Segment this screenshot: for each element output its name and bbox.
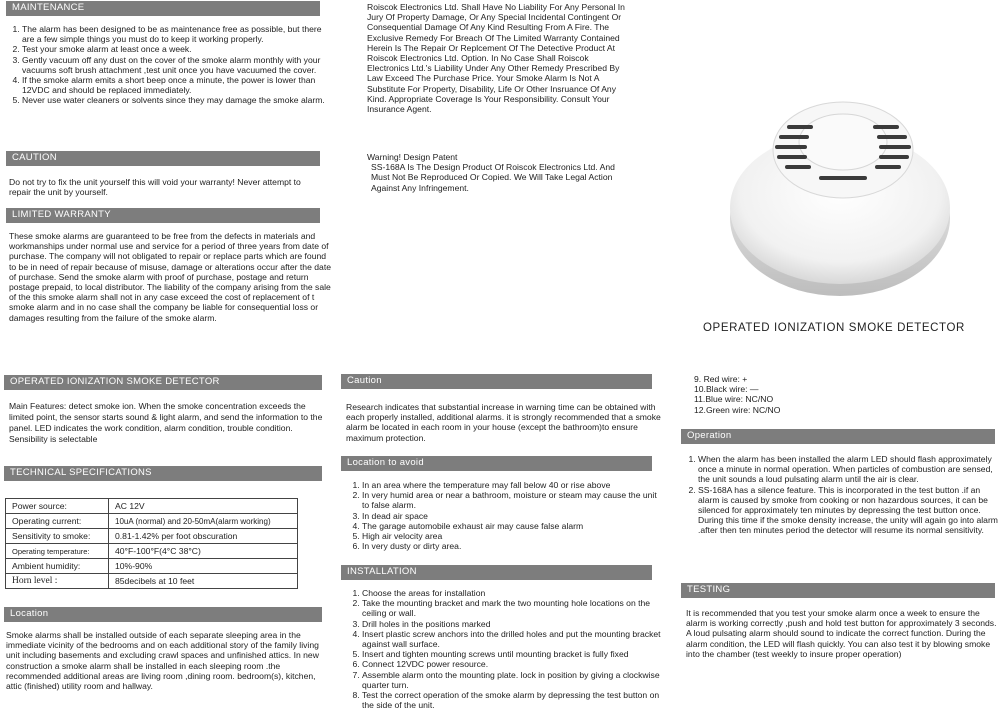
wire-number: 9. <box>694 374 702 384</box>
table-row <box>6 514 298 529</box>
product-caption: OPERATED IONIZATION SMOKE DETECTOR <box>703 322 965 334</box>
tech-specs-header: TECHNICAL SPECIFICATIONS <box>4 466 322 481</box>
wire-text: Red wire: + <box>703 374 748 384</box>
table-row <box>6 544 298 559</box>
list-item: 5. Never use water cleaners or solvents since they may damage the smoke alarm. <box>22 95 336 105</box>
operation-header: Operation <box>681 429 995 444</box>
wire-text: Green wire: NC/NO <box>705 404 781 415</box>
list-item: 6. Connect 12VDC power resource. <box>362 659 666 669</box>
spec-label: Power source: <box>6 499 109 514</box>
testing-text: It is recommended that you test your smoke alarm once a week to ensure the alarm is working correctly ,push and hold test button for approximately 3 seconds. A loud pulsating alarm should sound to indicate the correct function. During the alarm condition, the LED will flash quickly. You can also test it by blowing smoke into the chamber (test weekly to insure proper operation) <box>686 608 997 659</box>
list-item: 5. High air velocity area <box>362 531 664 541</box>
wire-text: Black wire: — <box>705 384 759 395</box>
spec-label: Operating current: <box>6 514 109 529</box>
list-item: 1. The alarm has been designed to be as maintenance free as possible, but there are a few simple things you must do to keep it working properly. <box>22 24 336 44</box>
list-item: 8. Test the correct operation of the smoke alarm by depressing the test button on the side of the unit. <box>362 690 666 710</box>
spec-value: 0.81-1.42% per foot obscuration <box>109 529 298 544</box>
maintenance-list <box>8 24 336 106</box>
list-item: 3. Drill holes in the positions marked <box>362 619 666 629</box>
operated-text: Main Features: detect smoke ion. When the smoke concentration exceeds the limited point, the sensor starts sound & light alarm, and send the information to the panel. LED indicates the work condition, alarm condition, trouble condition. Sensibility is selectable <box>9 401 323 444</box>
location-header: Location <box>4 607 322 622</box>
testing-header: TESTING <box>681 583 995 598</box>
table-row <box>6 529 298 544</box>
maintenance-header: MAINTENANCE <box>6 1 320 16</box>
table-row <box>6 499 298 514</box>
spec-value: 40°F-100°F(4°C 38°C) <box>109 544 298 559</box>
wires-list <box>694 374 894 415</box>
spec-value: 85decibels at 10 feet <box>109 574 298 589</box>
location-text: Smoke alarms shall be installed outside of each separate sleeping area in the immediate vicinity of the bedrooms and on each additional story of the family living unit including basements and excluding crawl spaces and unfinished attics. In new construction a smoke alarm shall be installed in each sleeping room .the recommended additional areas are living room ,dining room. bedroom(s), kitchen, attic (finished) utility room and hallway. <box>6 630 319 692</box>
wire-text: Blue wire: NC/NO <box>705 394 774 405</box>
list-item: 2. Take the mounting bracket and mark the two mounting hole locations on the ceiling or wall. <box>362 598 666 618</box>
installation-header: INSTALLATION <box>341 565 652 580</box>
warranty-header: LIMITED WARRANTY <box>6 208 320 223</box>
liability-text: Roiscok Electronics Ltd. Shall Have No Liability For Any Personal In Jury Of Property Damage, Or Any Special Incidental Contingent Or Consequential Damage Of Any Kind Resulting From A Fire. The Exclusive Remedy For Breach Of The Limited Warranty Contained Herein Is The Repair Or Replcement Of The Detective Product At Roiscok Electronics Ltd. Option. In No Case Shall Roiscok Electronics Ltd.'s Liability Under Any Other Remedy Prescribed By Law Exceed The Purchase Price. Your Smoke Alarm Is Not A Substitute For Property, Disability, Life Or Other Insruance Of Any Kind. Appropriate Coverage Is Your Responsibility. Consult Your Insurance Agent. <box>367 2 625 115</box>
list-item: 1. When the alarm has been installed the alarm LED should flash approximately once a minute in normal operation. When particles of combustion are sensed, the unit sounds a loud pulsating alarm until the air is clear. <box>698 454 998 485</box>
list-item: 4. Insert plastic screw anchors into the drilled holes and put the mounting bracket against wall surface. <box>362 629 666 649</box>
spec-value: 10uA (normal) and 20-50mA(alarm working) <box>109 514 298 529</box>
list-item: 1. In an area where the temperature may fall below 40 or rise above <box>362 480 664 490</box>
list-item: 5. Insert and tighten mounting screws until mounting bracket is fully fixed <box>362 649 666 659</box>
patent-title: Warning! Design Patent <box>367 152 458 162</box>
spec-label: Operating temperature: <box>6 544 109 559</box>
operated-header: OPERATED IONIZATION SMOKE DETECTOR <box>4 375 322 390</box>
table-row <box>6 559 298 574</box>
table-row <box>6 574 298 589</box>
list-item: 1. Choose the areas for installation <box>362 588 666 598</box>
maintenance-section <box>8 24 336 106</box>
caution-mid-header: Caution <box>341 374 652 389</box>
spec-label: Ambient humidity: <box>6 559 109 574</box>
operation-list <box>684 454 998 536</box>
list-item: 6. In very dusty or dirty area. <box>362 541 664 551</box>
list-item <box>694 374 894 384</box>
list-item: 4. If the smoke alarm emits a short beep once a minute, the power is lower than 12VDC and should be replaced immediately. <box>22 75 336 95</box>
spec-value: 10%-90% <box>109 559 298 574</box>
list-item: 3. Gently vacuum off any dust on the cover of the smoke alarm monthly with your vacuums soft brush attachment ,test unit once you have vacuumed the cover. <box>22 55 336 75</box>
list-item: 3. In dead air space <box>362 511 664 521</box>
list-item <box>694 384 894 394</box>
smoke-detector-image <box>725 80 955 305</box>
patent-text: SS-168A Is The Design Product Of Roiscok Electronics Ltd. And Must Not Be Reproduced Or Copied. We Will Take Legal Action Against Any Infringement. <box>371 162 615 193</box>
caution-mid-text: Research indicates that substantial increase in warning time can be obtained with each properly installed, additional alarms. it is strongly recommended that a smoke alarm be located in each room in your house (except the bathroom)to ensure maximum protection. <box>346 402 661 443</box>
list-item: 4. The garage automobile exhaust air may cause false alarm <box>362 521 664 531</box>
installation-list <box>348 588 666 710</box>
list-item: 2. SS-168A has a silence feature. This is incorporated in the test button .if an alarm is caused by smoke from cooking or non hazardous sources, it can be silenced for approximately ten minutes by depressing the test button once. During this time if the smoke density increase, the unity will again go into alarm .after then ten minutes period the detector will resume its normal sensitivity. <box>698 485 998 536</box>
list-item: 2. Test your smoke alarm at least once a week. <box>22 44 336 54</box>
avoid-list <box>348 480 664 551</box>
wires-section <box>694 374 894 415</box>
spec-label: Sensitivity to smoke: <box>6 529 109 544</box>
list-item <box>694 394 894 404</box>
spec-table-grid <box>5 498 298 589</box>
avoid-section <box>348 480 664 551</box>
spec-label: Horn level : <box>6 574 109 589</box>
caution-header: CAUTION <box>6 151 320 166</box>
list-item <box>694 405 894 415</box>
wire-number: 11. <box>694 394 706 405</box>
list-item: 2. In very humid area or near a bathroom, moisture or steam may cause the unit to false alarm. <box>362 490 664 510</box>
spec-value: AC 12V <box>109 499 298 514</box>
wire-number: 12. <box>694 404 706 415</box>
operation-section <box>684 454 998 536</box>
list-item: 7. Assemble alarm onto the mounting plate. lock in position by giving a clockwise quarter turn. <box>362 670 666 690</box>
installation-section <box>348 588 666 710</box>
spec-table <box>5 498 298 589</box>
avoid-header: Location to avoid <box>341 456 652 471</box>
patent-section <box>367 152 631 193</box>
caution-text: Do not try to fix the unit yourself this will void your warranty! Never attempt to repair the unit by yourself. <box>9 177 301 198</box>
warranty-text: These smoke alarms are guaranteed to be free from the defects in materials and workmanships under normal use and service for a period of three years from date of purchase. The company will not obligated to repair or replace parts which are found to be in need of repair because of misuse, damage or alterations occur after the date of purchase. Send the smoke alarm with proof of purchase, postage and return postage prepaid, to local distributor. The liability of the company arising from the sale of the this smoke alarm shall not in any case exceed the cost of replacement of t smoke alarm and in no case shall the company be liable for consequential loss or damages resulting from the failure of the smoke alarm. <box>9 231 331 323</box>
wire-number: 10. <box>694 384 706 395</box>
